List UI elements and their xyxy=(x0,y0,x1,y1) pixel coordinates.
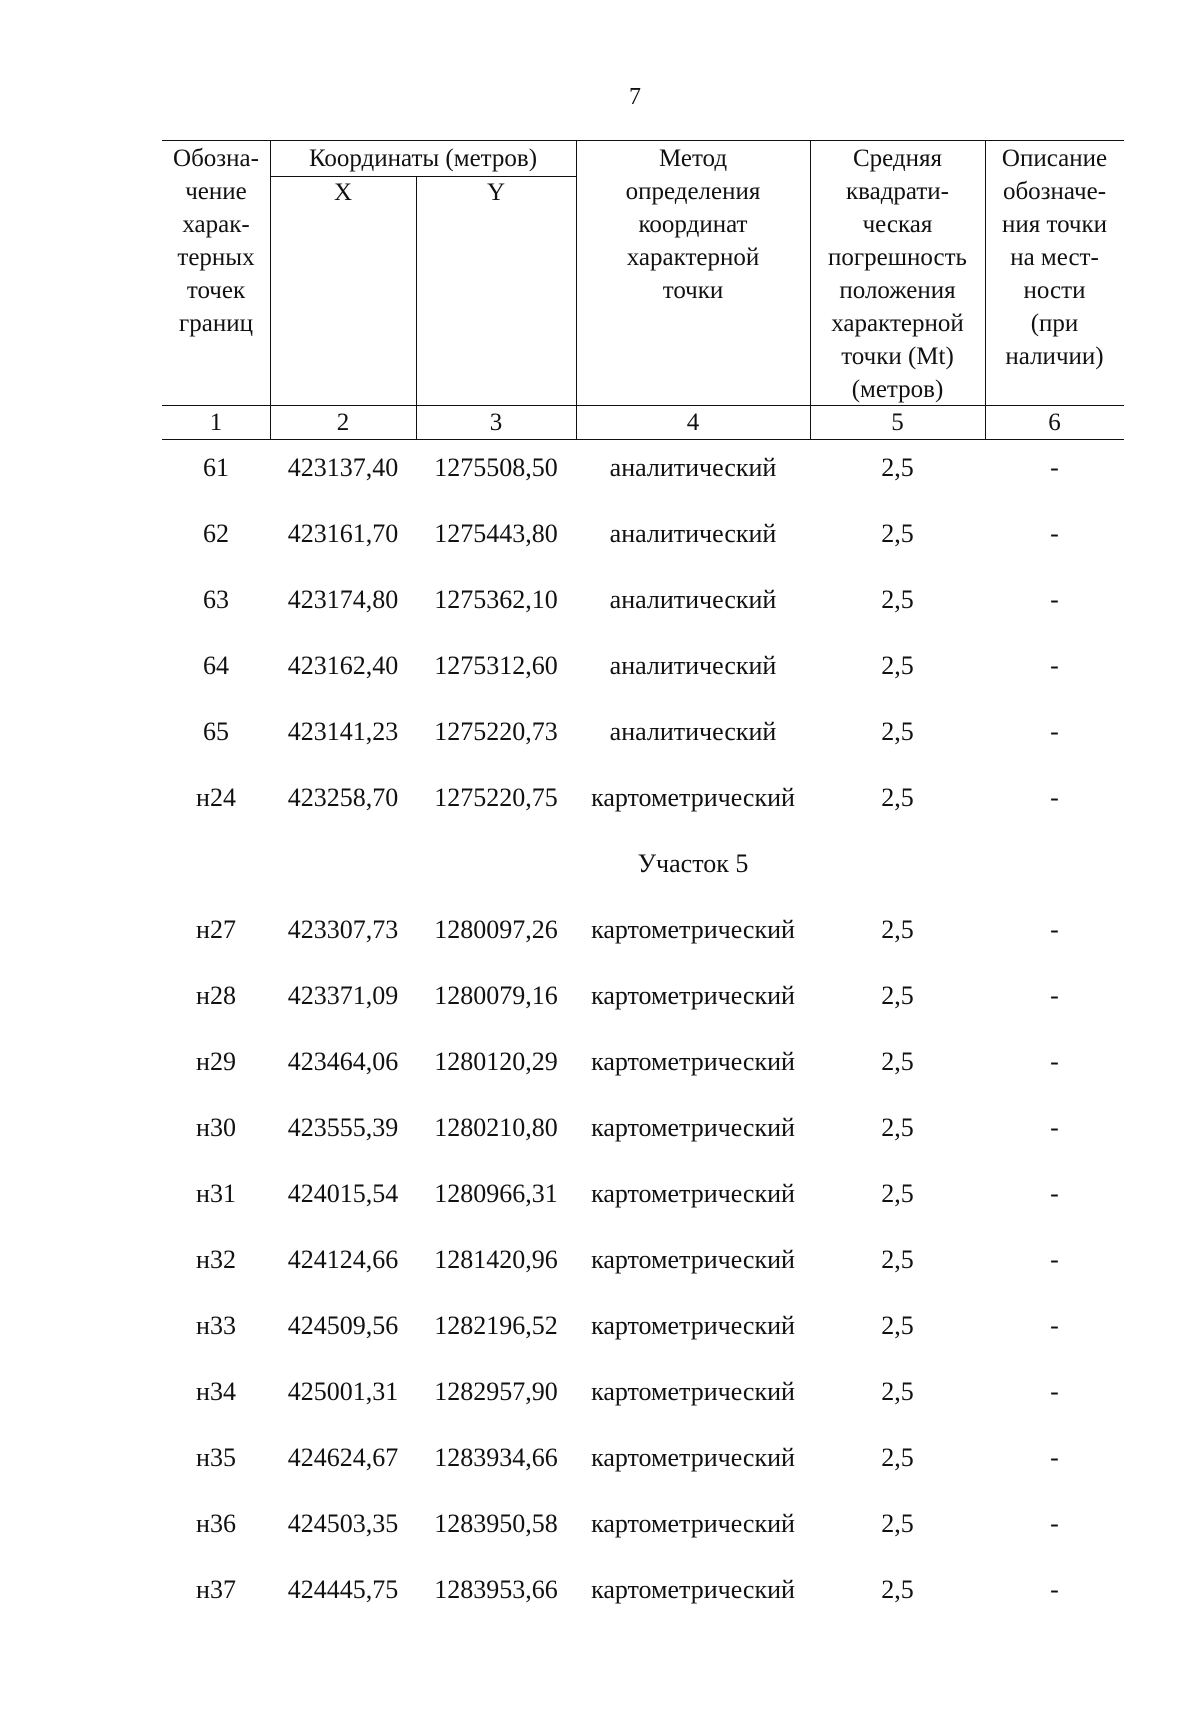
coord-x: 425001,31 xyxy=(287,1377,399,1406)
coord-y: 1275443,80 xyxy=(434,519,558,548)
coord-x: 424445,75 xyxy=(287,1575,399,1604)
method: аналитический xyxy=(609,453,777,482)
coord-y: 1280120,29 xyxy=(434,1047,558,1076)
table-header xyxy=(162,140,1124,440)
column-number-5: 5 xyxy=(891,409,904,436)
error: 2,5 xyxy=(881,453,914,482)
header-mean-square-error: Средняя квадрати- ческая погрешность положения характерной точки (Mt) (метров) xyxy=(828,145,967,403)
table-row xyxy=(162,514,1124,554)
coord-x: 423162,40 xyxy=(287,651,399,680)
table-row xyxy=(162,448,1124,488)
table-row xyxy=(162,1240,1124,1280)
coord-y: 1283950,58 xyxy=(434,1509,558,1538)
error: 2,5 xyxy=(881,915,914,944)
error: 2,5 xyxy=(881,1047,914,1076)
description: - xyxy=(1050,1245,1059,1274)
coord-x: 424624,67 xyxy=(287,1443,399,1472)
coord-y: 1280079,16 xyxy=(434,981,558,1010)
coord-y: 1275220,75 xyxy=(434,783,558,812)
method: аналитический xyxy=(609,585,777,614)
coord-y: 1275312,60 xyxy=(434,651,558,680)
coord-y: 1283953,66 xyxy=(434,1575,558,1604)
description: - xyxy=(1050,651,1059,680)
point-id: н29 xyxy=(196,1047,236,1076)
description: - xyxy=(1050,585,1059,614)
table-row xyxy=(162,1042,1124,1082)
point-id: 65 xyxy=(203,717,229,746)
coord-y: 1275508,50 xyxy=(434,453,558,482)
error: 2,5 xyxy=(881,1377,914,1406)
coord-y: 1275220,73 xyxy=(434,717,558,746)
method: картометрический xyxy=(591,1377,795,1406)
point-id: н31 xyxy=(196,1179,236,1208)
coord-x: 424015,54 xyxy=(287,1179,399,1208)
method: картометрический xyxy=(591,915,795,944)
column-number-6: 6 xyxy=(1048,409,1061,436)
column-number-3: 3 xyxy=(489,409,503,436)
table-row xyxy=(162,1306,1124,1346)
coord-y: 1281420,96 xyxy=(434,1245,558,1274)
error: 2,5 xyxy=(881,981,914,1010)
section-title: Участок 5 xyxy=(637,849,749,878)
coord-y: 1283934,66 xyxy=(434,1443,558,1472)
method: картометрический xyxy=(591,1443,795,1472)
header-y: Y xyxy=(486,179,506,206)
point-id: н33 xyxy=(196,1311,236,1340)
coord-x: 424124,66 xyxy=(287,1245,399,1274)
header-point-designation: Обозна- чение харак- терных точек границ xyxy=(173,145,259,337)
table-row xyxy=(162,1504,1124,1544)
error: 2,5 xyxy=(881,1311,914,1340)
point-id: н32 xyxy=(196,1245,236,1274)
point-id: н24 xyxy=(196,783,236,812)
table-row xyxy=(162,1438,1124,1478)
point-id: н34 xyxy=(196,1377,236,1406)
error: 2,5 xyxy=(881,1575,914,1604)
description: - xyxy=(1050,1179,1059,1208)
coord-y: 1280097,26 xyxy=(434,915,558,944)
error: 2,5 xyxy=(881,1179,914,1208)
column-number-4: 4 xyxy=(686,409,700,436)
point-id: 61 xyxy=(203,453,229,482)
method: аналитический xyxy=(609,519,777,548)
error: 2,5 xyxy=(881,1443,914,1472)
coord-x: 423174,80 xyxy=(287,585,399,614)
coord-x: 423307,73 xyxy=(287,915,399,944)
coord-y: 1282957,90 xyxy=(434,1377,558,1406)
description: - xyxy=(1050,1113,1059,1142)
description: - xyxy=(1050,1311,1059,1340)
error: 2,5 xyxy=(881,519,914,548)
table-row xyxy=(162,1570,1124,1610)
coord-x: 423137,40 xyxy=(287,453,399,482)
coord-x: 423371,09 xyxy=(287,981,399,1010)
table-row xyxy=(162,778,1124,818)
coord-y: 1280966,31 xyxy=(434,1179,558,1208)
header-x: X xyxy=(333,179,353,206)
coord-x: 423464,06 xyxy=(287,1047,399,1076)
table-row xyxy=(162,580,1124,620)
method: картометрический xyxy=(591,1113,795,1142)
description: - xyxy=(1050,981,1059,1010)
method: картометрический xyxy=(591,1575,795,1604)
method: картометрический xyxy=(591,1047,795,1076)
table-row xyxy=(162,910,1124,950)
point-id: н37 xyxy=(196,1575,236,1604)
table-row xyxy=(162,712,1124,752)
point-id: н30 xyxy=(196,1113,236,1142)
coord-y: 1282196,52 xyxy=(434,1311,558,1340)
description: - xyxy=(1050,1377,1059,1406)
coord-x: 423161,70 xyxy=(287,519,399,548)
description: - xyxy=(1050,915,1059,944)
point-id: н35 xyxy=(196,1443,236,1472)
header-top-border xyxy=(162,140,1124,141)
description: - xyxy=(1050,717,1059,746)
point-id: н27 xyxy=(196,915,236,944)
table-row xyxy=(162,976,1124,1016)
col-divider-2 xyxy=(416,176,417,439)
method: картометрический xyxy=(591,1311,795,1340)
coord-x: 423258,70 xyxy=(287,783,399,812)
error: 2,5 xyxy=(881,717,914,746)
description: - xyxy=(1050,1509,1059,1538)
method: картометрический xyxy=(591,1509,795,1538)
error: 2,5 xyxy=(881,585,914,614)
method: картометрический xyxy=(591,783,795,812)
coord-y: 1280210,80 xyxy=(434,1113,558,1142)
error: 2,5 xyxy=(881,1245,914,1274)
coord-x: 423141,23 xyxy=(287,717,399,746)
point-id: 62 xyxy=(203,519,229,548)
column-number-2: 2 xyxy=(336,409,350,436)
page-number: 7 xyxy=(629,84,641,110)
coord-y: 1275362,10 xyxy=(434,585,558,614)
header-bottom-border xyxy=(162,439,1124,440)
point-id: 64 xyxy=(203,651,229,680)
header-point-description: Описание обозначе- ния точки на мест- ности (при наличии) xyxy=(1001,145,1108,370)
table-row xyxy=(162,1174,1124,1214)
point-id: н36 xyxy=(196,1509,236,1538)
table-row xyxy=(162,1108,1124,1148)
method: аналитический xyxy=(609,717,777,746)
description: - xyxy=(1050,783,1059,812)
error: 2,5 xyxy=(881,651,914,680)
coord-x: 424503,35 xyxy=(287,1509,399,1538)
column-number-1: 1 xyxy=(209,409,223,436)
point-id: н28 xyxy=(196,981,236,1010)
error: 2,5 xyxy=(881,1509,914,1538)
coord-x: 423555,39 xyxy=(287,1113,399,1142)
table-row xyxy=(162,1372,1124,1412)
header-method: Метод определения координат характерной точки xyxy=(625,145,761,304)
method: картометрический xyxy=(591,1245,795,1274)
error: 2,5 xyxy=(881,1113,914,1142)
point-id: 63 xyxy=(203,585,229,614)
description: - xyxy=(1050,1575,1059,1604)
method: аналитический xyxy=(609,651,777,680)
method: картометрический xyxy=(591,1179,795,1208)
coord-x: 424509,56 xyxy=(287,1311,399,1340)
error: 2,5 xyxy=(881,783,914,812)
description: - xyxy=(1050,453,1059,482)
description: - xyxy=(1050,1443,1059,1472)
table-row xyxy=(162,646,1124,686)
description: - xyxy=(1050,1047,1059,1076)
header-coordinates-group: Координаты (метров) xyxy=(308,145,538,172)
method: картометрический xyxy=(591,981,795,1010)
description: - xyxy=(1050,519,1059,548)
